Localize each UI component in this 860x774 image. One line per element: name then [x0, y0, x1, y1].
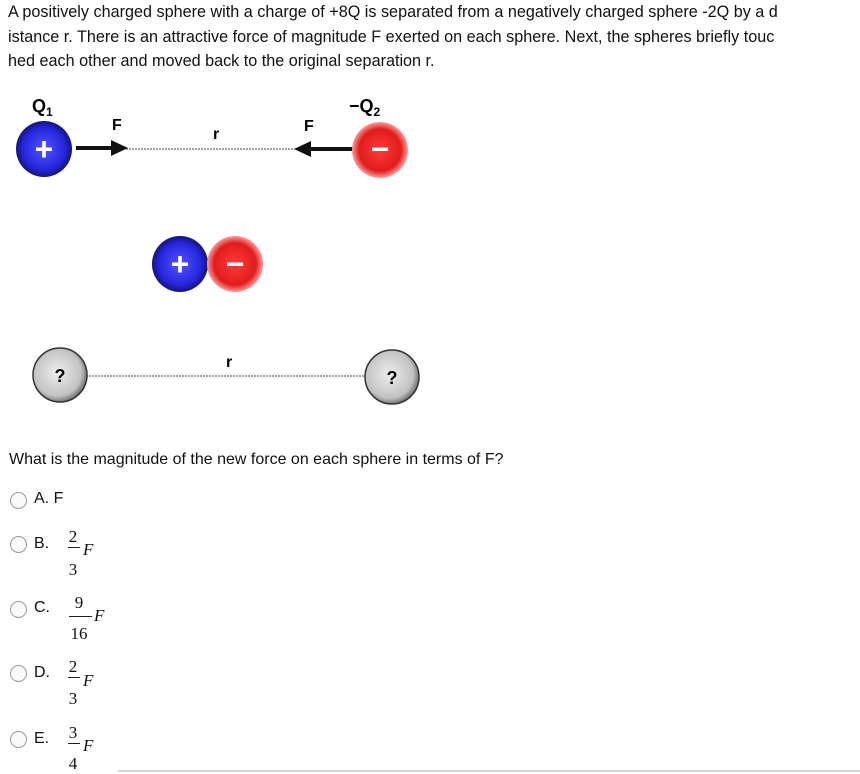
- fraction-c-numerator: 9: [74, 593, 84, 612]
- problem-line-1: A positively charged sphere with a charge of +8Q is separated from a negatively charged sphere -2Q by a d: [8, 3, 778, 21]
- radio-option-b[interactable]: [10, 536, 27, 553]
- force-label-left: F: [112, 117, 122, 134]
- radio-option-e[interactable]: [10, 731, 27, 748]
- fraction-b-variable: F: [83, 540, 94, 559]
- problem-line-2: istance r. There is an attractive force of magnitude F exerted on each sphere. Next, the spheres briefly touc: [8, 27, 775, 46]
- positive-sphere-touching: [152, 236, 208, 292]
- distance-label-top: r: [213, 126, 220, 143]
- minus-sign: −: [370, 131, 390, 167]
- fraction-c-denominator: 16: [70, 624, 88, 643]
- option-d-letter: D.: [34, 664, 50, 681]
- question-mark-icon: ?: [54, 366, 66, 386]
- svg-text:−: −: [225, 246, 245, 282]
- radio-option-c[interactable]: [10, 601, 27, 618]
- q2-label: $-Q_2$: [349, 96, 381, 119]
- force-label-right: F: [304, 118, 314, 135]
- option-a[interactable]: [10, 489, 90, 509]
- problem-line-3: hed each other and moved back to the original separation r.: [8, 52, 435, 70]
- option-c[interactable]: [10, 594, 120, 644]
- divider: [118, 770, 860, 772]
- fraction-b-denominator: 3: [68, 560, 78, 579]
- fraction-e-numerator: 3: [68, 723, 78, 742]
- option-b-letter: B.: [34, 535, 50, 552]
- negative-sphere-top: [352, 122, 408, 178]
- question-mark-icon: ?: [386, 368, 398, 388]
- fraction-d-variable: F: [83, 671, 94, 690]
- svg-text:+: +: [170, 246, 190, 282]
- negative-sphere-touching: [207, 236, 263, 292]
- option-a-text: F: [53, 490, 64, 507]
- plus-sign: +: [34, 131, 54, 167]
- option-e-letter: E.: [34, 730, 50, 747]
- option-a-letter: A.: [34, 490, 50, 507]
- question-text: What is the magnitude of the new force on each sphere in terms of F?: [9, 451, 504, 468]
- fraction-d-numerator: 2: [68, 657, 78, 676]
- option-e[interactable]: [10, 724, 120, 772]
- fraction-d-denominator: 3: [68, 689, 78, 708]
- positive-sphere-top: [16, 121, 72, 177]
- radio-option-d[interactable]: [10, 665, 27, 682]
- fraction-b-numerator: 2: [68, 527, 78, 546]
- force-arrow-right: [76, 140, 128, 156]
- fraction-e-denominator: 4: [68, 754, 78, 773]
- unknown-sphere-left: [33, 348, 87, 402]
- fraction-c-variable: F: [94, 606, 105, 625]
- unknown-sphere-right: [365, 350, 419, 404]
- distance-label-bottom: r: [226, 354, 233, 371]
- option-d[interactable]: [10, 658, 120, 708]
- fraction-e-variable: F: [83, 736, 94, 755]
- force-arrow-left: [294, 141, 354, 157]
- option-b[interactable]: [10, 528, 120, 578]
- option-c-letter: C.: [34, 599, 50, 616]
- radio-option-a[interactable]: [10, 492, 27, 509]
- q1-label: $Q_1$: [32, 96, 53, 119]
